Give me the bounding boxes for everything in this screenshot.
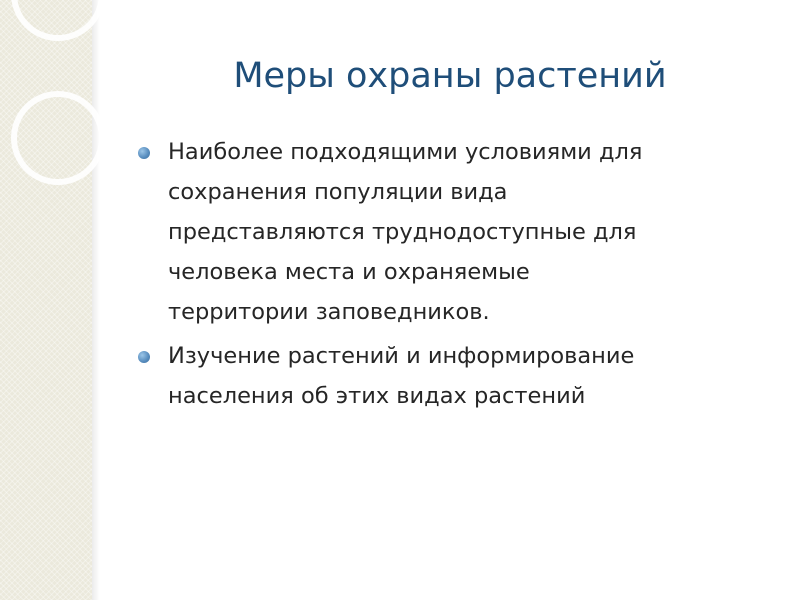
- bullet-item: [130, 336, 770, 416]
- bullet-line: Наиболее подходящими условиями для: [168, 139, 643, 165]
- bullet-line: представляются труднодоступные для: [168, 219, 637, 245]
- bullet-dot-icon: [138, 351, 150, 363]
- bullet-item: [130, 132, 770, 332]
- slide-title: Меры охраны растений: [233, 56, 667, 96]
- bullet-line: человека места и охраняемые: [168, 259, 530, 285]
- ring-decoration-icon: [0, 0, 100, 600]
- bullet-dot-icon: [138, 147, 150, 159]
- bullet-list: [130, 132, 770, 420]
- bullet-line: территории заповедников.: [168, 299, 490, 325]
- bullet-line: Изучение растений и информирование: [168, 343, 635, 369]
- bullet-line: сохранения популяции вида: [168, 179, 508, 205]
- bullet-line: населения об этих видах растений: [168, 383, 586, 409]
